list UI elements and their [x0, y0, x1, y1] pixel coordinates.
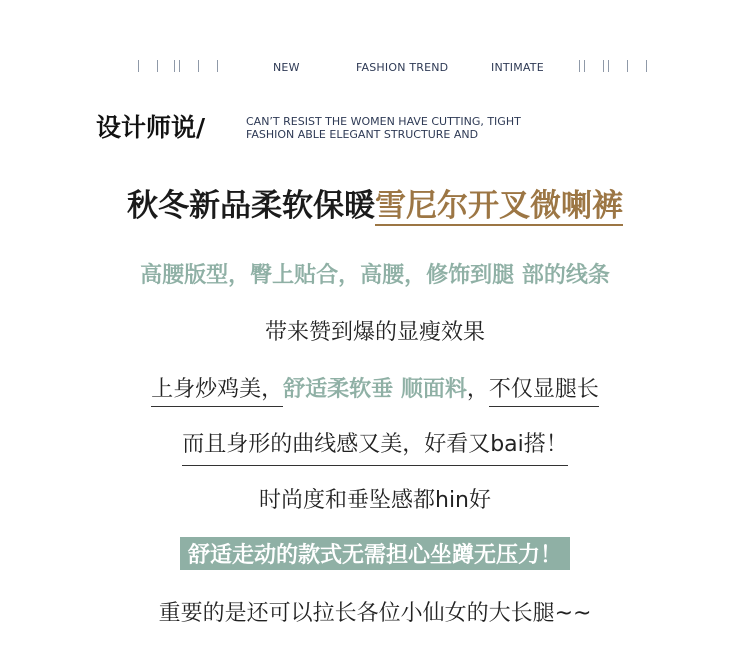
comfort-highlight: 舒适走动的款式无需担心坐蹲无压力！	[180, 537, 570, 570]
headline	[0, 180, 750, 225]
feature-fabric-c: ，	[466, 377, 489, 402]
feature-line-curves	[0, 427, 750, 458]
feature-line-fabric	[0, 372, 750, 403]
feature-fabric-b: 舒适柔软垂 顺面料	[283, 377, 467, 402]
headline-accent: 雪尼尔开叉微喇裤	[375, 188, 623, 224]
feature-curves-text: 而且身形的曲线感又美，好看又bai搭！	[182, 432, 568, 466]
decor-bars-left	[138, 60, 236, 74]
nav-fashion-trend: FASHION TREND	[356, 61, 449, 74]
nav-intimate: INTIMATE	[491, 61, 544, 74]
feature-fabric-d: 不仅显腿长	[489, 377, 599, 407]
designer-says-label: 设计师说/	[96, 113, 206, 142]
nav-new: NEW	[273, 61, 300, 74]
decor-bars-right	[579, 60, 665, 74]
feature-line-slimming: 带来赞到爆的显瘦效果	[264, 320, 485, 345]
feature-line-waist	[0, 258, 750, 289]
english-tagline-1: CAN’T RESIST THE WOMEN HAVE CUTTING, TIGHT	[246, 115, 521, 128]
headline-plain: 秋冬新品柔软保暖	[127, 188, 375, 224]
feature-line-comfort	[0, 537, 750, 570]
feature-fabric-a: 上身炒鸡美，	[151, 377, 283, 407]
feature-waist-text: 高腰版型，臀上贴合，高腰，修饰到腿 部的线条	[140, 263, 610, 288]
feature-line-legs: 重要的是还可以拉长各位小仙女的大长腿~~	[158, 601, 592, 626]
english-tagline-2: FASHION ABLE ELEGANT STRUCTURE AND	[246, 128, 479, 141]
feature-line-drape: 时尚度和垂坠感都hin好	[259, 488, 491, 513]
